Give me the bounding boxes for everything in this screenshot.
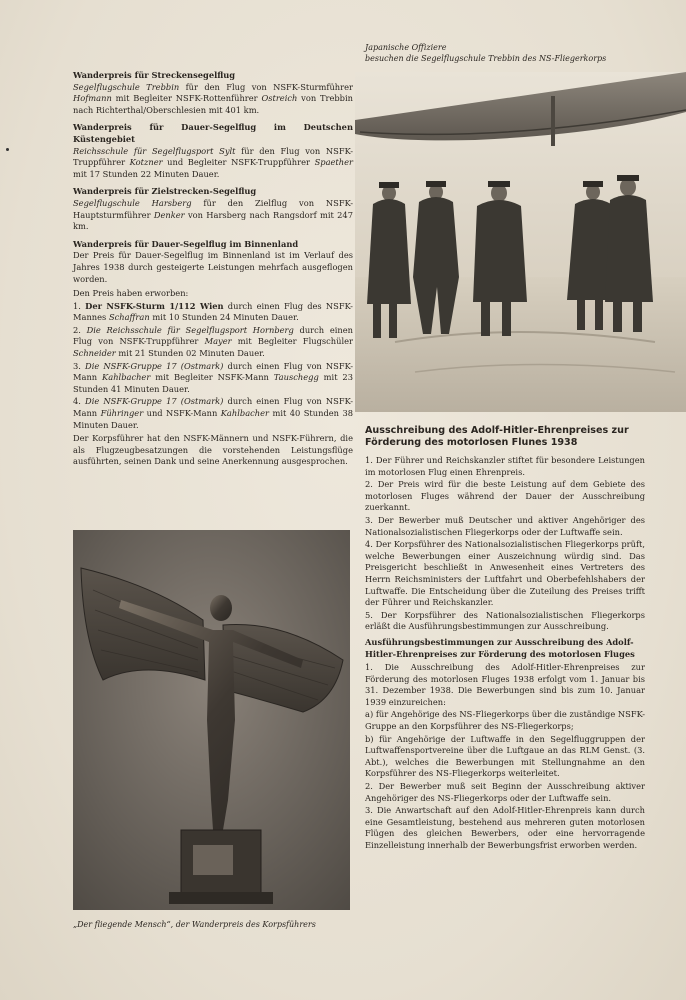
text-run: 1. [73, 300, 86, 311]
rule-item: 1. Der Führer und Reichskanzler stiftet für besondere Leistungen im motorlosen Flug einen Ehrenpreis. [365, 455, 645, 477]
photo-caption [365, 42, 665, 64]
sub-rule-item: 3. Die Anwartschaft auf den Adolf-Hitler-Ehrenpreis kann durch eine Gesamtleistung, bestehend aus mehreren guten motorlosen Flügen des gleichen Bewerbers, oder eine hervorragende Einzelleistung innerhalb der Bewerbungsfrist erworben werden. [365, 805, 645, 850]
section-body [73, 198, 353, 231]
text-run: mit 21 Stunden 02 Minuten Dauer. [115, 348, 265, 359]
section-kuestengebiet [73, 122, 353, 180]
text-run: Denker [153, 209, 185, 220]
statue-photo [73, 530, 350, 910]
officers-photo [355, 72, 686, 412]
text-run: von Harsberg nach Rangsdorf mit 247 km. [73, 209, 353, 232]
text-run: für den Flug von NSFK-Truppführer [73, 145, 353, 168]
sub-rule-item: a) für Angehörige des NS-Fliegerkorps über die zuständige NSFK-Gruppe an den Korpsführer des NS-Fliegerkorps; [365, 709, 645, 732]
text-run: mit Begleiter Flugschüler [231, 336, 353, 347]
text-run: Reichsschule für Segelflugsport Sylt [73, 145, 236, 156]
sub-rule-item: 1. Die Ausschreibung des Adolf-Hitler-Ehrenpreises zur Förderung des motorlosen Fluges 1938 erfolgt vom 1. Januar bis 31. Dezember 1938. Die Bewerbungen sind bis zum 10. Januar 1939 einzureichen: [365, 662, 645, 707]
text-run: mit 40 Stunden 38 Minuten Dauer. [73, 408, 354, 430]
text-run: 2. [73, 324, 87, 335]
text-run: Segelflugschule Trebbin [73, 81, 180, 92]
left-column [73, 70, 353, 474]
text-run: Die NSFK-Gruppe 17 (Ostmark) [85, 360, 224, 371]
margin-dot [6, 148, 9, 151]
text-run: Hofmann [73, 93, 112, 104]
section-zielstrecken [73, 186, 353, 232]
rule-item: 5. Der Korpsführer des Nationalsozialistischen Fliegerkorps erläßt die Ausführungsbestimmungen zur Ausschreibung. [365, 609, 645, 632]
rule-item: 4. Der Korpsführer des Nationalsozialistischen Fliegerkorps prüft, welche Bewerbungen einer Auszeichnung würdig sind. Das Preisgericht beschließt in Anwesenheit eines Vertreters des Herrn Reichsministers der Luftfahrt und Oberbefehlshabers der Luftwaffe. Die Entscheidung über die Zuteilung des Preises trifft der Führer und Reichskanzler. [365, 539, 645, 608]
text-run: 4. [73, 396, 86, 407]
text-run: Kahlbacher [102, 372, 151, 383]
text-run: Mayer [204, 336, 232, 347]
closing-paragraph: Der Korpsführer hat den NSFK-Männern und NSFK-Führern, die als Flugzeugbesatzungen die vorstehenden Leistungsflüge ausführten, seinen Dank und seine Anerkennung ausgesprochen. [73, 433, 353, 467]
rule-item: 3. Der Bewerber muß Deutscher und aktiver Angehöriger des Nationalsozialistischen Fliegerkorps oder der Luftwaffe sein. [365, 514, 645, 537]
rule-item: 2. Der Preis wird für die beste Leistung auf dem Gebiete des motorlosen Fluges während der Dauer der Ausschreibung zuerkannt. [365, 479, 645, 513]
text-run: Segelflugschule Harsberg [73, 197, 192, 208]
section-binnenland [73, 239, 353, 468]
winner-item [73, 396, 353, 431]
section-heading: Wanderpreis für Zielstrecken-Segelflug [73, 186, 257, 197]
text-run: für den Flug von NSFK-Sturmführer [179, 81, 353, 92]
text-run: durch einen Flug von NSFK-Truppführer [73, 324, 354, 347]
text-run: durch einen Flug von NSFK-Mann [73, 360, 353, 383]
text-run: mit 17 Stunden 22 Minuten Dauer. [73, 168, 220, 179]
text-run: und NSFK-Mann [143, 408, 221, 419]
text-run: durch einen Flug von NSFK-Mann [73, 396, 353, 419]
text-run: für den Zielflug von NSFK-Hauptsturmführer [73, 197, 353, 220]
text-run: Schneider [73, 348, 116, 359]
officers-photo-illustration [355, 72, 686, 412]
text-run: Tauschegg [273, 372, 319, 383]
statue-illustration [73, 530, 350, 910]
winner-item [73, 325, 353, 360]
section-streckensegelflug [73, 70, 353, 116]
text-run: und Begleiter NSFK-Truppführer [162, 157, 315, 168]
text-run: mit 23 Stunden 41 Minuten Dauer. [73, 372, 353, 394]
won-by-label: Den Preis haben erworben: [73, 288, 189, 299]
section-heading: Wanderpreis für Dauer-Segelflug im Deutschen Küstengebiet [73, 122, 353, 144]
sub-rule-item: 2. Der Bewerber muß seit Beginn der Ausschreibung aktiver Angehöriger des NS-Fliegerkorps oder der Luftwaffe sein. [365, 781, 645, 803]
text-run: mit 10 Stunden 24 Minuten Dauer. [149, 312, 299, 323]
text-run: Der NSFK-Sturm 1/112 Wien [85, 300, 224, 311]
text-run: Führinger [100, 408, 144, 419]
text-run: 3. [73, 360, 86, 371]
ausfuehrung-heading: Ausführungsbestimmungen zur Ausschreibung des Adolf-Hitler-Ehrenpreises zur Förderung des motorlosen Fluges [365, 636, 635, 659]
photo-caption-line2: besuchen die Segelflugschule Trebbin des NS-Fliegerkorps [365, 54, 607, 63]
text-run: Die Reichsschule für Segelflugsport Hornberg [86, 324, 294, 335]
text-run: Ostreich [261, 93, 298, 104]
right-column [365, 425, 645, 853]
photo-caption-line1: Japanische Offiziere [365, 43, 447, 52]
section-body [73, 146, 353, 179]
section-heading: Wanderpreis für Dauer-Segelflug im Binnenland [73, 238, 299, 249]
text-run: von Trebbin nach Richterthal/Oberschlesien mit 401 km. [73, 93, 353, 115]
text-run: Kahlbacher [220, 408, 270, 419]
text-run: durch einen Flug des NSFK-Mannes [73, 300, 353, 323]
winner-item [73, 361, 353, 396]
text-run: Spaether [314, 157, 353, 168]
statue-caption: „Der fliegende Mensch“, der Wanderpreis des Korpsführers [73, 920, 316, 929]
text-run: mit Begleiter NSFK-Rottenführer [111, 93, 262, 104]
winner-item [73, 301, 353, 324]
section-heading: Wanderpreis für Streckensegelflug [73, 70, 236, 80]
text-run: Die NSFK-Gruppe 17 (Ostmark) [85, 396, 224, 407]
text-run: Schaffran [108, 312, 150, 323]
sub-rule-item: b) für Angehörige der Luftwaffe in den Segelfluggruppen der Luftwaffensportvereine über die Luftgaue an das RLM Genst. (3. Abt.), welches die Bewerbungen mit Stellungnahme an den Korpsführer des NS-Fliegerkorps weiterleitet. [365, 733, 645, 779]
ehrenpreis-heading: Ausschreibung des Adolf-Hitler-Ehrenpreises zur Förderung des motorlosen Flunes 1938 [365, 425, 629, 448]
text-run: Kotzner [129, 157, 163, 168]
section-intro: Der Preis für Dauer-Segelflug im Binnenland ist im Verlauf des Jahres 1938 durch gesteigerte Leistungen mehrfach ausgeflogen worden. [73, 250, 353, 284]
section-body [73, 82, 353, 115]
text-run: mit Begleiter NSFK-Mann [150, 372, 274, 383]
